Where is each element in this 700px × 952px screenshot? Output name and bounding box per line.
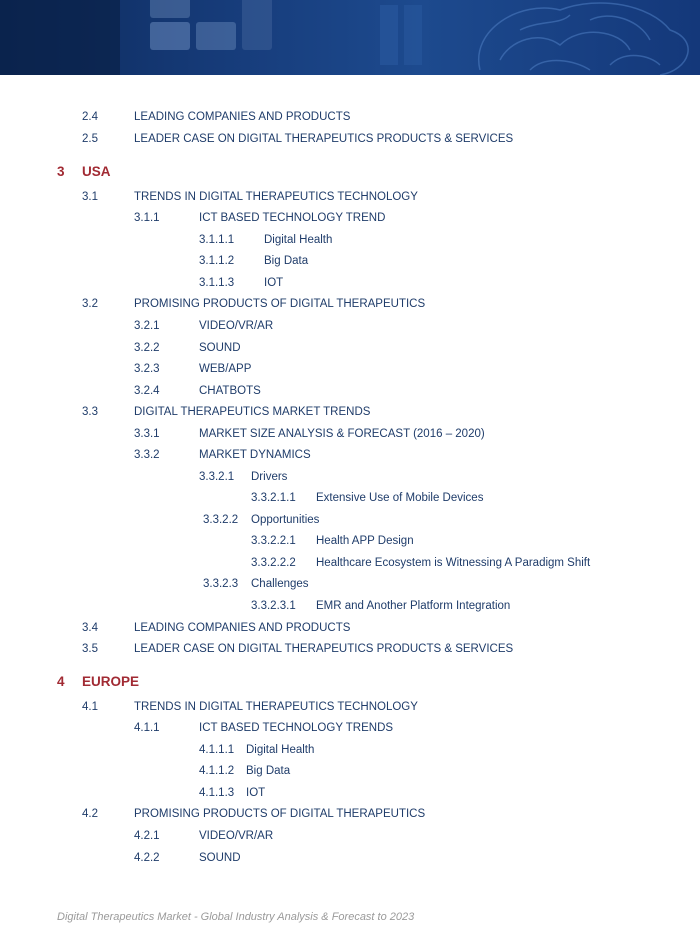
toc-number: 3.2.4	[134, 385, 160, 397]
toc-number: 3.4	[82, 622, 98, 634]
toc-number: 3.3.2.2.1	[251, 535, 296, 547]
toc-title: TRENDS IN DIGITAL THERAPEUTICS TECHNOLOGY	[134, 701, 418, 713]
toc-title: SOUND	[199, 342, 241, 354]
toc-number: 3.3	[82, 406, 98, 418]
toc-title: PROMISING PRODUCTS OF DIGITAL THERAPEUTICS	[134, 298, 426, 310]
toc-title: LEADER CASE ON DIGITAL THERAPEUTICS PRODUCTS & SERVICES	[134, 643, 514, 655]
footer-text: Digital Therapeutics Market - Global Industry Analysis & Forecast to 2023	[57, 911, 415, 923]
header-banner	[0, 0, 700, 75]
toc-title: MARKET SIZE ANALYSIS & FORECAST (2016 – 2020)	[199, 428, 485, 440]
toc-title: CHATBOTS	[199, 385, 261, 397]
toc-number: 3.2.3	[134, 363, 160, 375]
toc-title: VIDEO/VR/AR	[199, 830, 274, 842]
toc-number: 3.2.1	[134, 320, 160, 332]
toc-title: USA	[82, 164, 111, 179]
toc-number: 3.3.2.1.1	[251, 492, 296, 504]
toc-number: 3.1.1	[134, 212, 160, 224]
toc-number: 4.1.1.2	[199, 765, 235, 777]
toc-number: 3.3.2.2.2	[251, 557, 296, 569]
toc-number: 4.2.1	[134, 830, 160, 842]
toc-number: 3.2	[82, 298, 98, 310]
toc-title: Extensive Use of Mobile Devices	[316, 492, 484, 504]
toc-title: SOUND	[199, 852, 241, 864]
toc-title: Big Data	[246, 765, 291, 777]
toc-title: EUROPE	[82, 674, 140, 689]
toc-number: 3.1.1.2	[199, 255, 235, 267]
toc-title: Opportunities	[251, 514, 320, 526]
toc-title: Drivers	[251, 471, 288, 483]
toc-number: 3.3.2.3.1	[251, 600, 296, 612]
toc-title: Digital Health	[264, 234, 333, 246]
toc-number: 3	[57, 164, 65, 179]
toc-number: 3.2.2	[134, 342, 160, 354]
toc-number: 3.5	[82, 643, 98, 655]
toc-title: IOT	[264, 277, 284, 289]
toc-number: 2.4	[82, 111, 98, 123]
toc-title: TRENDS IN DIGITAL THERAPEUTICS TECHNOLOGY	[134, 191, 418, 203]
toc-number: 3.3.2.3	[203, 578, 239, 590]
toc-title: ICT BASED TECHNOLOGY TREND	[199, 212, 386, 224]
toc-number: 2.5	[82, 133, 98, 145]
toc-title: LEADER CASE ON DIGITAL THERAPEUTICS PRODUCTS & SERVICES	[134, 133, 514, 145]
toc-number: 4.2.2	[134, 852, 160, 864]
toc-title: EMR and Another Platform Integration	[316, 600, 511, 612]
toc-title: WEB/APP	[199, 363, 252, 375]
toc-title: PROMISING PRODUCTS OF DIGITAL THERAPEUTICS	[134, 808, 426, 820]
toc-number: 3.1.1.1	[199, 234, 235, 246]
toc-title: IOT	[246, 787, 266, 799]
banner-graphic	[0, 0, 700, 75]
toc-title: Challenges	[251, 578, 309, 590]
toc-title: Digital Health	[246, 744, 315, 756]
toc-number: 3.1.1.3	[199, 277, 235, 289]
toc-title: LEADING COMPANIES AND PRODUCTS	[134, 111, 351, 123]
toc-title: ICT BASED TECHNOLOGY TRENDS	[199, 722, 394, 734]
toc-number: 3.3.2.1	[199, 471, 235, 483]
toc-number: 3.3.2	[134, 449, 160, 461]
toc-number: 4.1	[82, 701, 98, 713]
toc-title: VIDEO/VR/AR	[199, 320, 274, 332]
toc-number: 4.1.1.1	[199, 744, 235, 756]
toc-number: 3.3.2.2	[203, 514, 239, 526]
toc-title: Healthcare Ecosystem is Witnessing A Paradigm Shift	[316, 557, 591, 569]
toc-number: 4.2	[82, 808, 98, 820]
toc-title: DIGITAL THERAPEUTICS MARKET TRENDS	[134, 406, 371, 418]
toc-number: 4.1.1	[134, 722, 160, 734]
toc-number: 4	[57, 674, 65, 689]
toc-number: 3.1	[82, 191, 98, 203]
toc-number: 4.1.1.3	[199, 787, 235, 799]
toc-title: Big Data	[264, 255, 309, 267]
toc-title: MARKET DYNAMICS	[199, 449, 311, 461]
toc-title: Health APP Design	[316, 535, 414, 547]
toc-number: 3.3.1	[134, 428, 160, 440]
toc-title: LEADING COMPANIES AND PRODUCTS	[134, 622, 351, 634]
